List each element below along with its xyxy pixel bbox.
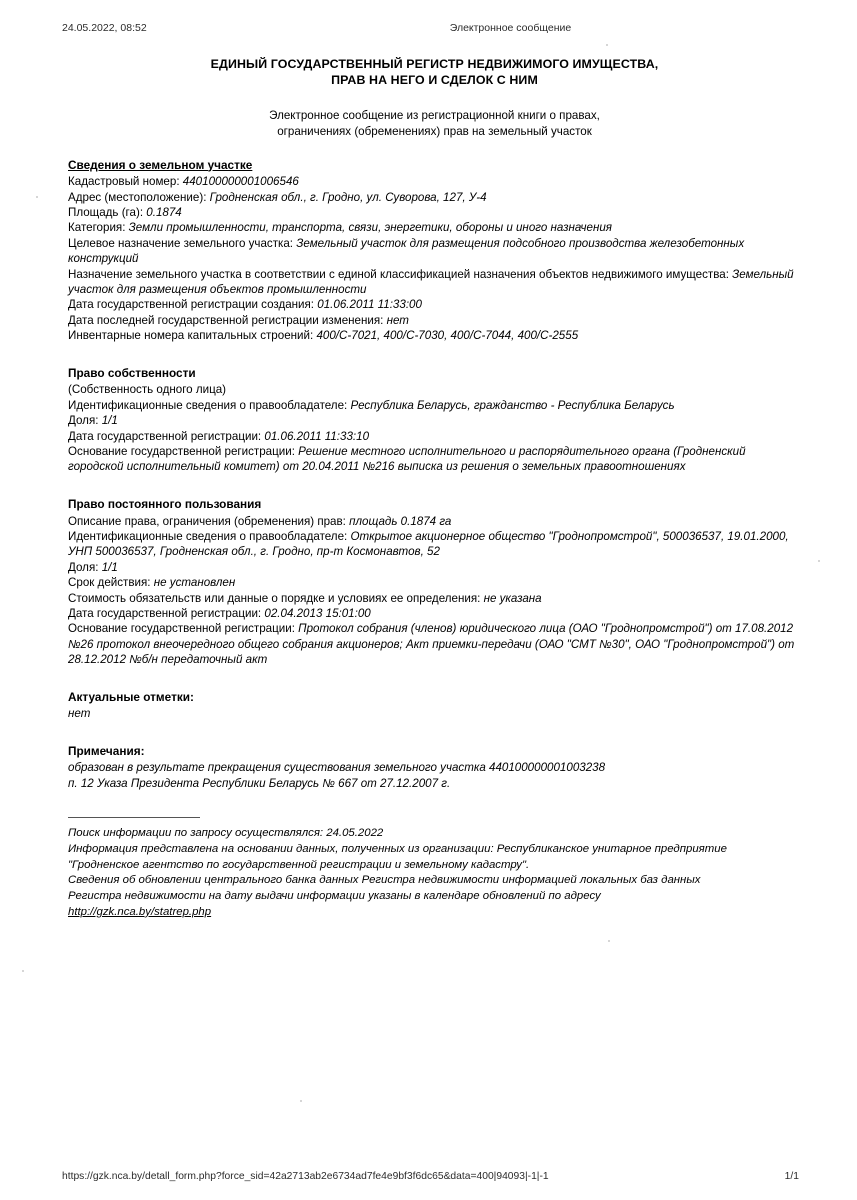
document-title-line2: ПРАВ НА НЕГО И СДЕЛОК С НИМ bbox=[331, 73, 538, 88]
field-value: 02.04.2013 15:01:00 bbox=[264, 606, 371, 620]
section-actual-marks-heading: Актуальные отметки: bbox=[68, 689, 194, 704]
field-cadastral-number bbox=[68, 174, 801, 189]
field-value: Земельный участок для размещения подсобного производства железобетонных конструкций bbox=[68, 236, 745, 266]
scan-speck bbox=[22, 970, 24, 972]
field-label: Описание права, ограничения (обременения) прав: bbox=[68, 514, 346, 528]
field-owner-registration-basis bbox=[68, 444, 801, 475]
footer-note-line-3: "Гродненское агентство по государственной регистрации и земельному кадастру". bbox=[68, 858, 530, 871]
footer-note-line-2: Информация представлена на основании данных, полученных из организации: Республиканское унитарное предприятие bbox=[68, 842, 727, 855]
document-title-line1: ЕДИНЫЙ ГОСУДАРСТВЕННЫЙ РЕГИСТР НЕДВИЖИМОГО ИМУЩЕСТВА, bbox=[210, 57, 659, 71]
field-label: Назначение земельного участка в соответствии с единой классификацией назначения объектов недвижимого имущества: bbox=[68, 267, 729, 281]
section-permanent-use-heading: Право постоянного пользования bbox=[68, 496, 262, 511]
field-owner-registration-date bbox=[68, 429, 801, 444]
section-notes-heading: Примечания: bbox=[68, 743, 145, 758]
field-label: Категория: bbox=[68, 221, 126, 235]
field-value: нет bbox=[386, 313, 409, 327]
footer-divider bbox=[68, 817, 200, 818]
field-last-change-date bbox=[68, 313, 801, 328]
field-value: Открытое акционерное общество "Гроднопромстрой", 500036537, 19.01.2000, УНП 500036537, Гродненская обл., г. Гродно, пр-т Космонавтов, 52 bbox=[68, 529, 789, 559]
field-owner-identification bbox=[68, 398, 801, 413]
section-notes bbox=[68, 744, 801, 792]
print-header bbox=[0, 22, 857, 34]
field-value: Протокол собрания (членов) юридического лица (ОАО "Гроднопромстрой") от 17.08.2012 №26 протокол внеочередного общего собрания акционеров; Акт приемки-передачи (ОАО "СМТ №30", ОАО "Гроднопромстрой") от 28.12.2012 №б/н передаточный акт bbox=[68, 622, 795, 667]
field-label: Дата государственной регистрации: bbox=[68, 429, 262, 443]
section-parcel-info bbox=[68, 158, 801, 344]
field-classification-purpose bbox=[68, 267, 801, 298]
field-label: Идентификационные сведения о правообладателе: bbox=[68, 529, 348, 543]
field-registration-date bbox=[68, 297, 801, 312]
field-area bbox=[68, 205, 801, 220]
field-designated-purpose bbox=[68, 236, 801, 267]
scan-speck bbox=[608, 940, 610, 942]
ownership-subheading: (Собственность одного лица) bbox=[68, 383, 227, 397]
print-footer-page: 1/1 bbox=[784, 1171, 799, 1182]
field-value: Гродненская обл., г. Гродно, ул. Суворова, 127, У-4 bbox=[209, 190, 487, 204]
field-owner-share bbox=[68, 413, 801, 428]
field-value: Решение местного исполнительного и распорядительного органа (Гродненский городской исполнительный комитет) от 20.04.2011 №216 выписка из решения о земельных правоотношениях bbox=[68, 445, 746, 474]
field-right-description bbox=[68, 514, 801, 529]
scan-speck bbox=[818, 560, 820, 562]
field-label: Идентификационные сведения о правообладателе: bbox=[68, 398, 348, 412]
footer-note-line-5: Регистра недвижимости на дату выдачи информации указаны в календаре обновлений по адресу bbox=[68, 890, 601, 903]
section-ownership-heading: Право собственности bbox=[68, 365, 196, 380]
document-body bbox=[0, 56, 857, 921]
field-label: Срок действия: bbox=[68, 576, 151, 590]
document-subtitle-line2: ограничениях (обременениях) прав на земельный участок bbox=[277, 124, 592, 138]
notes-line-2: п. 12 Указа Президента Республики Беларусь № 667 от 27.12.2007 г. bbox=[68, 776, 451, 790]
section-actual-marks bbox=[68, 690, 801, 722]
field-value: 1/1 bbox=[101, 560, 118, 574]
field-label: Инвентарные номера капитальных строений: bbox=[68, 329, 314, 343]
field-label: Адрес (местоположение): bbox=[68, 190, 207, 204]
field-label: Кадастровый номер: bbox=[68, 175, 180, 189]
field-value: Земли промышленности, транспорта, связи, энергетики, обороны и иного назначения bbox=[128, 221, 613, 235]
field-holder-identification bbox=[68, 529, 801, 560]
field-label: Дата последней государственной регистрации изменения: bbox=[68, 313, 384, 327]
actual-marks-value: нет bbox=[68, 707, 91, 721]
notes-line-1: образован в результате прекращения существования земельного участка 440100000001003238 bbox=[68, 761, 606, 775]
field-holder-share bbox=[68, 560, 801, 575]
field-value: 01.06.2011 11:33:10 bbox=[264, 429, 370, 443]
field-category bbox=[68, 220, 801, 235]
field-use-registration-date bbox=[68, 606, 801, 621]
print-header-title: Электронное сообщение bbox=[449, 22, 572, 34]
statrep-link[interactable]: http://gzk.nca.by/statrep.php bbox=[68, 905, 212, 918]
field-address bbox=[68, 190, 801, 205]
document-subtitle-line1: Электронное сообщение из регистрационной книги о правах, bbox=[269, 109, 600, 123]
field-label: Доля: bbox=[68, 560, 99, 574]
field-value: Республика Беларусь, гражданство - Республика Беларусь bbox=[350, 398, 675, 412]
scan-speck bbox=[300, 1100, 302, 1102]
field-validity-term bbox=[68, 575, 801, 590]
field-use-registration-basis bbox=[68, 621, 801, 667]
field-value: Земельный участок для размещения объектов промышленности bbox=[68, 267, 794, 297]
footer-note-line-1: Поиск информации по запросу осуществлялся: 24.05.2022 bbox=[68, 827, 384, 840]
field-label: Стоимость обязательств или данные о порядке и условиях ее определения: bbox=[68, 591, 481, 605]
field-value: не указана bbox=[483, 591, 542, 605]
footer-note bbox=[68, 826, 801, 920]
field-label: Основание государственной регистрации: bbox=[68, 622, 295, 636]
section-ownership bbox=[68, 366, 801, 475]
field-label: Дата государственной регистрации: bbox=[68, 606, 262, 620]
field-inventory-numbers bbox=[68, 328, 801, 343]
field-value: не установлен bbox=[153, 576, 236, 590]
document-subtitle bbox=[68, 108, 801, 139]
field-label: Целевое назначение земельного участка: bbox=[68, 236, 294, 250]
field-label: Дата государственной регистрации создания: bbox=[68, 298, 315, 312]
field-label: Площадь (га): bbox=[68, 206, 144, 220]
scan-speck bbox=[606, 44, 608, 46]
field-value: 01.06.2011 11:33:00 bbox=[317, 298, 422, 312]
scan-speck bbox=[36, 196, 38, 198]
field-label: Основание государственной регистрации: bbox=[68, 445, 295, 458]
field-value: 1/1 bbox=[101, 414, 118, 428]
footer-note-line-4: Сведения об обновлении центрального банка данных Регистра недвижимости информацией локальных баз данных bbox=[68, 874, 701, 887]
field-label: Доля: bbox=[68, 414, 99, 428]
document-title bbox=[68, 56, 801, 88]
field-obligations-cost bbox=[68, 591, 801, 606]
print-footer-url: https://gzk.nca.by/detall_form.php?force_sid=42a2713ab2e6734ad7fe4e9bf3f6dc65&data=400|94093|-1|-1 bbox=[62, 1171, 549, 1182]
field-value: 0.1874 bbox=[146, 206, 182, 220]
section-permanent-use bbox=[68, 497, 801, 668]
field-value: 440100000001006546 bbox=[182, 175, 299, 189]
section-parcel-heading: Сведения о земельном участке bbox=[68, 157, 253, 172]
print-footer bbox=[0, 1171, 857, 1182]
field-value: 400/С-7021, 400/С-7030, 400/С-7044, 400/С-2555 bbox=[316, 329, 579, 343]
print-header-timestamp: 24.05.2022, 08:52 bbox=[62, 22, 147, 34]
field-value: площадь 0.1874 га bbox=[349, 514, 452, 528]
